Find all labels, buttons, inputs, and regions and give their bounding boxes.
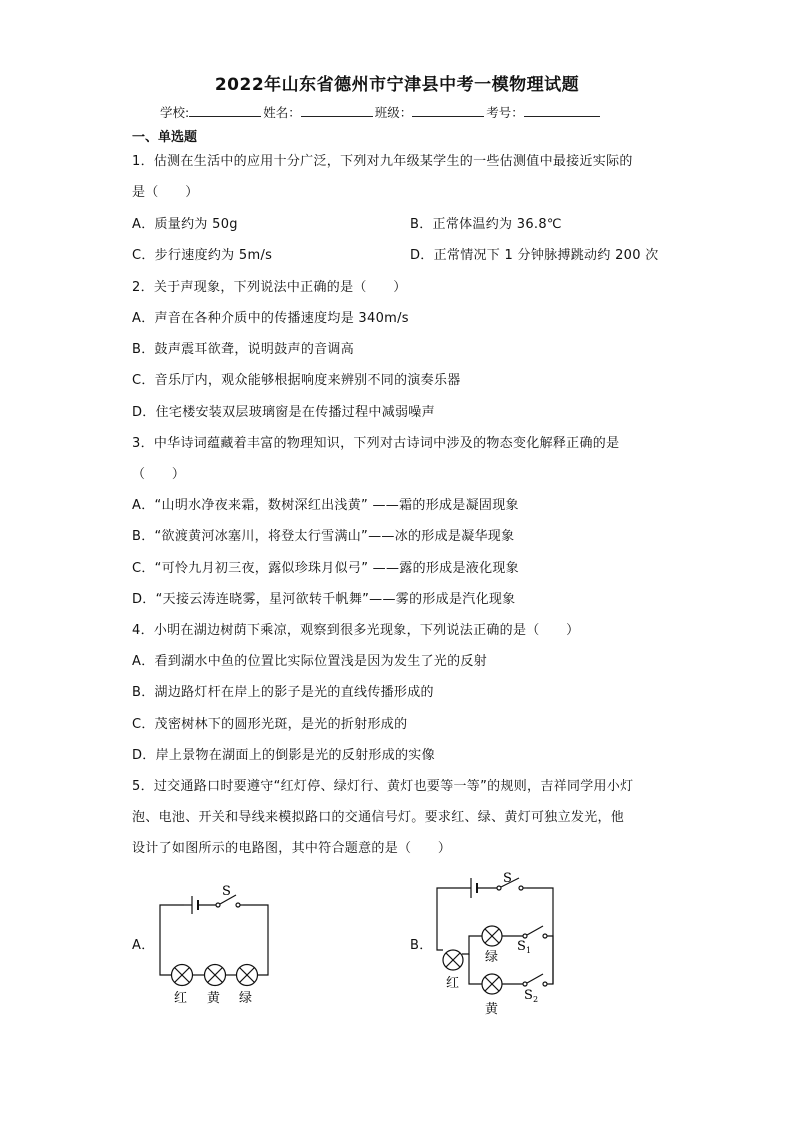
q5-stem-line1: 5．过交通路口时要遵守“红灯停、绿灯行、黄灯也要等一等”的规则，吉祥同学用小灯 xyxy=(132,779,634,794)
wire-branch-lower xyxy=(469,954,482,984)
school-blank[interactable] xyxy=(189,104,261,117)
lamp-yellow xyxy=(205,965,226,986)
lamp-green-label: 绿 xyxy=(485,950,499,965)
lamp-yellow xyxy=(482,974,502,994)
lamp-green xyxy=(237,965,258,986)
q4-stem: 4．小明在湖边树荫下乘凉，观察到很多光现象，下列说法正确的是（ ） xyxy=(132,623,580,638)
q1-stem-line1: 1．估测在生活中的应用十分广泛，下列对九年级某学生的一些估测值中最接近实际的 xyxy=(132,154,633,169)
section-heading: 一、单选题 xyxy=(132,130,198,145)
lamp-red xyxy=(172,965,193,986)
switch2-label: S xyxy=(524,988,533,1003)
student-info-line xyxy=(160,103,602,121)
wire-left xyxy=(437,888,471,950)
exam-no-label: 考号： xyxy=(486,105,524,120)
q1-option-d: D．正常情况下 1 分钟脉搏跳动约 200 次 xyxy=(410,248,659,263)
wire-branch-upper xyxy=(462,936,482,954)
lamp-green xyxy=(482,926,502,946)
q2-stem: 2．关于声现象，下列说法中正确的是（ ） xyxy=(132,280,407,295)
q2-option-c: C．音乐厅内，观众能够根据响度来辨别不同的演奏乐器 xyxy=(132,373,461,388)
switch2-subscript: 2 xyxy=(533,995,539,1004)
wire-s1-out xyxy=(547,936,553,984)
switch-contact xyxy=(519,886,523,890)
switch2-blade xyxy=(527,974,543,983)
q3-option-c: C．“可怜九月初三夜，露似珍珠月似弓” ——露的形成是液化现象 xyxy=(132,561,519,576)
q3-option-a: A．“山明水净夜来霜，数树深红出浅黄” ——霜的形成是凝固现象 xyxy=(132,498,519,513)
q2-option-d: D．住宅楼安装双层玻璃窗是在传播过程中减弱噪声 xyxy=(132,405,435,420)
switch1-label: S xyxy=(517,939,526,954)
switch1-pivot xyxy=(523,934,527,938)
q5-stem-line3: 设计了如图所示的电路图，其中符合题意的是（ ） xyxy=(132,841,452,856)
q2-option-a: A．声音在各种介质中的传播速度均是 340m/s xyxy=(132,311,409,326)
school-label: 学校: xyxy=(160,105,190,120)
lamp-red-label: 红 xyxy=(446,976,460,991)
q3-stem-line1: 3．中华诗词蕴藏着丰富的物理知识，下列对古诗词中涉及的物态变化解释正确的是 xyxy=(132,436,620,451)
q1-stem-line2: 是（ ） xyxy=(132,185,199,200)
lamp-red-label: 红 xyxy=(174,991,188,1006)
q4-option-c: C．茂密树林下的圆形光斑，是光的折射形成的 xyxy=(132,717,408,732)
switch-label: S xyxy=(222,884,231,899)
class-label: 班级： xyxy=(374,105,413,120)
circuit-diagram-b xyxy=(425,868,565,1018)
name-label: 姓名： xyxy=(263,105,301,120)
switch-pivot xyxy=(497,886,501,890)
q1-option-a: A．质量约为 50g xyxy=(132,217,238,232)
q5-stem-line2: 泡、电池、开关和导线来模拟路口的交通信号灯。要求红、绿、黄灯可独立发光，他 xyxy=(132,810,625,825)
lamp-yellow-label: 黄 xyxy=(485,1002,499,1017)
q3-stem-line2: （ ） xyxy=(132,467,186,482)
q3-option-b: B．“欲渡黄河冰塞川，将登太行雪满山”——冰的形成是凝华现象 xyxy=(132,529,515,544)
lamp-yellow-label: 黄 xyxy=(207,991,221,1006)
class-blank[interactable] xyxy=(412,104,484,117)
exam-title: 2022年山东省德州市宁津县中考一模物理试题 xyxy=(214,75,580,95)
q1-option-b: B．正常体温约为 36.8℃ xyxy=(410,217,562,232)
switch-label: S xyxy=(503,871,512,886)
q4-option-a: A．看到湖水中鱼的位置比实际位置浅是因为发生了光的反射 xyxy=(132,654,487,669)
switch1-blade xyxy=(527,926,543,935)
q4-option-d: D．岸上景物在湖面上的倒影是光的反射形成的实像 xyxy=(132,748,435,763)
q3-option-d: D．“天接云涛连晓雾，星河欲转千帆舞”——雾的形成是汽化现象 xyxy=(132,592,516,607)
switch2-contact xyxy=(543,982,547,986)
lamp-red xyxy=(443,950,463,970)
q5-option-b-label: B． xyxy=(410,938,433,953)
switch1-subscript: 1 xyxy=(526,946,532,955)
q4-option-b: B．湖边路灯杆在岸上的影子是光的直线传播形成的 xyxy=(132,685,434,700)
lamp-green-label: 绿 xyxy=(239,991,253,1006)
circuit-diagram-a xyxy=(150,880,280,1010)
q2-option-b: B．鼓声震耳欲聋，说明鼓声的音调高 xyxy=(132,342,355,357)
switch1-contact xyxy=(543,934,547,938)
switch-pivot xyxy=(216,903,220,907)
q5-option-a-label: A． xyxy=(132,938,155,953)
exam-no-blank[interactable] xyxy=(524,104,600,117)
q1-option-c: C．步行速度约为 5m/s xyxy=(132,248,273,263)
switch-contact xyxy=(236,903,240,907)
switch2-pivot xyxy=(523,982,527,986)
name-blank[interactable] xyxy=(301,104,373,117)
